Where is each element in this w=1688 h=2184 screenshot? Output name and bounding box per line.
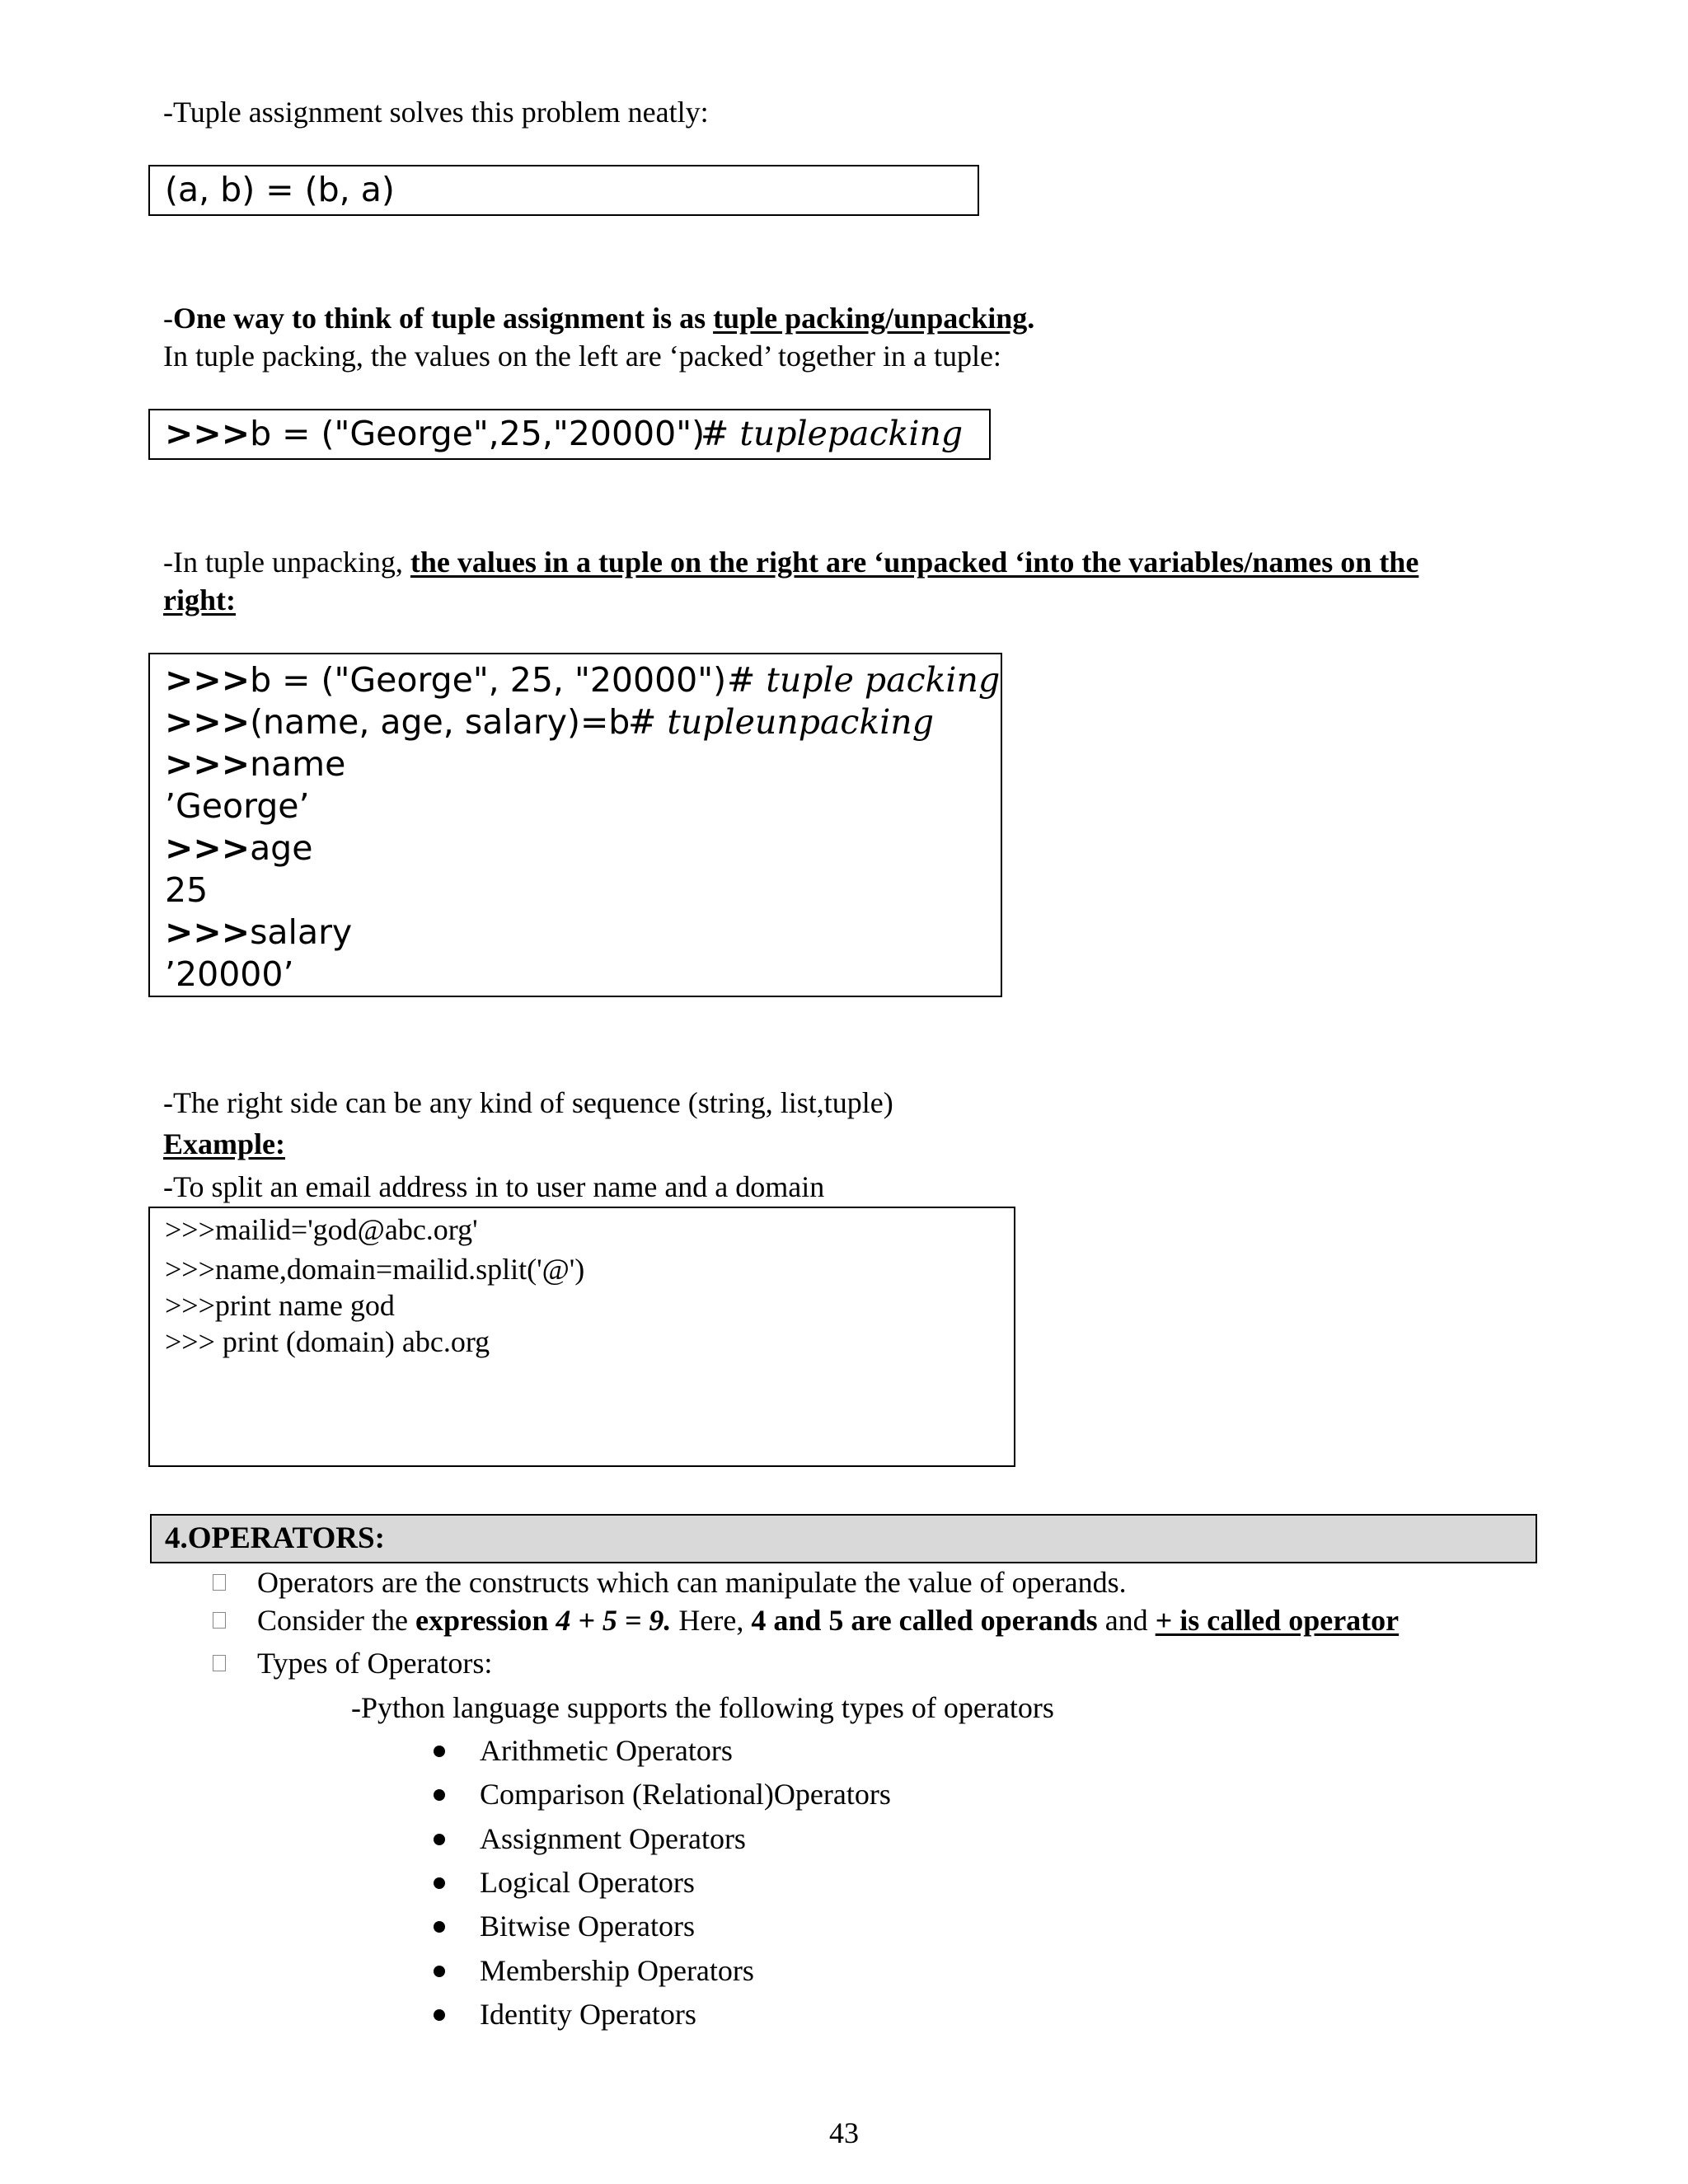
operator-type-item: Logical Operators	[480, 1866, 695, 1899]
packing-desc: In tuple packing, the values on the left are ‘packed’ together in a tuple:	[163, 340, 1001, 373]
p2-text: Here,	[671, 1604, 752, 1637]
code-prompt: >>>	[165, 414, 251, 453]
code-line	[165, 785, 726, 827]
code-comment: # tuple packing	[727, 660, 1001, 700]
code-text: ’20000’	[165, 954, 294, 994]
code-line	[165, 912, 726, 954]
email-code-line: >>>name,domain=mailid.split('@')	[165, 1253, 585, 1286]
p2-bold: 4 and 5 are called operands	[751, 1604, 1098, 1637]
packing-intro-prefix: -	[163, 302, 173, 335]
code-text: (name, age, salary)=b	[250, 702, 631, 742]
code-line	[165, 743, 726, 785]
swap-code: (a, b) = (b, a)	[165, 170, 395, 209]
code-comment: # tupleunpacking	[628, 702, 934, 742]
code-prompt: >>>	[165, 912, 251, 952]
code-text: name	[250, 744, 346, 784]
unpacking-intro-underlined-1: the values in a tuple on the right are ‘unpacked ‘into the variables/names on the	[410, 546, 1419, 579]
example-label-text: Example:	[163, 1127, 285, 1160]
unpacking-intro-underlined-2: right:	[163, 583, 236, 616]
operator-point-2	[257, 1602, 1399, 1638]
operator-type-item: Identity Operators	[480, 1998, 696, 2031]
page-number: 43	[829, 2116, 859, 2149]
unpacking-intro	[163, 544, 1418, 580]
p2-text: and	[1097, 1604, 1156, 1637]
code-text: ’George’	[165, 786, 310, 826]
code-text: 25	[165, 870, 209, 910]
bullet-dot-icon	[434, 1746, 445, 1757]
code-text: b = ("George", 25, "20000")	[250, 660, 727, 700]
packing-intro-bold: One way to think of tuple assignment is as	[173, 302, 714, 335]
operator-point-1: Operators are the constructs which can manipulate the value of operands.	[257, 1566, 1127, 1599]
packing-intro	[163, 300, 1034, 336]
operator-type-item: Membership Operators	[480, 1954, 754, 1987]
unpacking-code-box	[148, 653, 1002, 997]
packing-intro-suffix: .	[1027, 302, 1035, 335]
email-code-line: >>>mailid='god@abc.org'	[165, 1213, 478, 1246]
code-line	[165, 869, 726, 912]
code-prompt: >>>	[165, 660, 251, 700]
code-prompt: >>>	[165, 828, 251, 868]
email-code-line: >>> print (domain) abc.org	[165, 1325, 490, 1358]
code-line	[165, 954, 726, 996]
code-comment: # tuplepacking	[701, 414, 964, 453]
code-text: salary	[250, 912, 353, 952]
p2-expression: 4 + 5 = 9.	[556, 1604, 672, 1637]
sequence-line: -The right side can be any kind of sequence (string, list,tuple)	[163, 1086, 893, 1119]
operator-type-item: Arithmetic Operators	[480, 1734, 733, 1767]
bullet-dot-icon	[434, 2009, 445, 2021]
bullet-dot-icon	[434, 1789, 445, 1801]
p2-bold: expression	[415, 1604, 556, 1637]
unpacking-intro-line2	[163, 582, 236, 618]
split-intro: -To split an email address in to user name and a domain	[163, 1170, 825, 1203]
code-text: b = ("George",25,"20000")	[250, 414, 706, 453]
code-prompt: >>>	[165, 744, 251, 784]
bullet-dot-icon	[434, 1877, 445, 1889]
operator-type-item: Comparison (Relational)Operators	[480, 1778, 891, 1811]
email-code-line: >>>print name god	[165, 1289, 395, 1322]
bullet-dot-icon	[434, 1834, 445, 1845]
bullet-square-icon	[213, 1612, 226, 1629]
operator-type-item: Assignment Operators	[480, 1822, 746, 1855]
code-prompt: >>>	[165, 702, 251, 742]
packing-code-line	[165, 413, 705, 455]
example-label	[163, 1126, 285, 1162]
p2-bold-underlined: + is called operator	[1155, 1604, 1400, 1637]
packing-code-box	[148, 409, 991, 460]
bullet-square-icon	[213, 1574, 226, 1591]
operator-type-item: Bitwise Operators	[480, 1910, 695, 1943]
bullet-dot-icon	[434, 1921, 445, 1933]
code-line	[165, 659, 726, 701]
bullet-dot-icon	[434, 1966, 445, 1977]
code-line	[165, 827, 726, 869]
unpacking-intro-prefix: -In tuple unpacking,	[163, 546, 410, 579]
section-heading-bar	[150, 1514, 1537, 1563]
intro-line: -Tuple assignment solves this problem neatly:	[163, 96, 709, 129]
types-intro: -Python language supports the following types of operators	[351, 1691, 1054, 1724]
email-code-box	[148, 1207, 1015, 1467]
code-text: age	[250, 828, 313, 868]
packing-intro-underlined: tuple packing/unpacking	[713, 302, 1028, 335]
bullet-square-icon	[213, 1655, 226, 1671]
swap-code-box	[148, 165, 979, 216]
p2-text: Consider the	[257, 1604, 415, 1637]
section-heading: 4.OPERATORS:	[165, 1521, 385, 1555]
operator-point-3: Types of Operators:	[257, 1647, 493, 1680]
